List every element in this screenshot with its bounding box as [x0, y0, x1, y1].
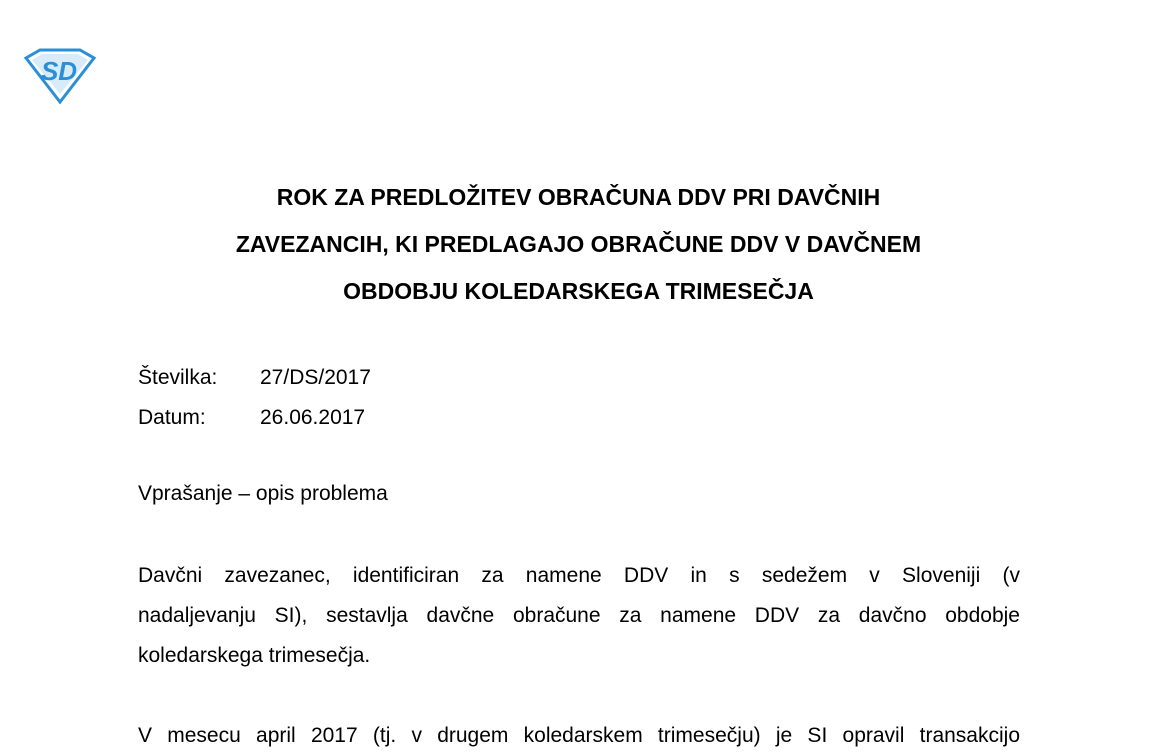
number-label: Številka:: [138, 366, 218, 389]
section-heading: Vprašanje – opis problema: [138, 482, 388, 505]
title-line-2: ZAVEZANCIH, KI PREDLAGAJO OBRAČUNE DDV V DAVČNEM: [235, 231, 922, 257]
paragraph-1: [138, 556, 1020, 676]
date-value: 26.06.2017: [260, 406, 366, 429]
number-value: 27/DS/2017: [260, 366, 371, 389]
document-title: [0, 174, 1157, 315]
paragraph-1-line-3: koledarskega trimesečja.: [138, 644, 371, 667]
sd-logo-icon: [22, 48, 96, 104]
logo-text: SD: [40, 56, 78, 86]
paragraph-2: V mesecu april 2017 (tj. v drugem koledarskem trimesečju) je SI opravil transakcijo: [138, 724, 1020, 747]
document-meta: [138, 358, 371, 438]
title-line-3: OBDOBJU KOLEDARSKEGA TRIMESEČJA: [343, 278, 814, 304]
date-row: [138, 398, 371, 438]
paragraph-1-line-1: Davčni zavezanec, identificiran za namene DDV in s sedežem v Sloveniji (v: [138, 564, 1020, 587]
paragraph-1-line-2: nadaljevanju SI), sestavlja davčne obračune za namene DDV za davčno obdobje: [138, 604, 1020, 627]
title-line-1: ROK ZA PREDLOŽITEV OBRAČUNA DDV PRI DAVČNIH: [276, 184, 881, 210]
number-row: [138, 358, 371, 398]
date-label: Datum:: [138, 406, 206, 429]
